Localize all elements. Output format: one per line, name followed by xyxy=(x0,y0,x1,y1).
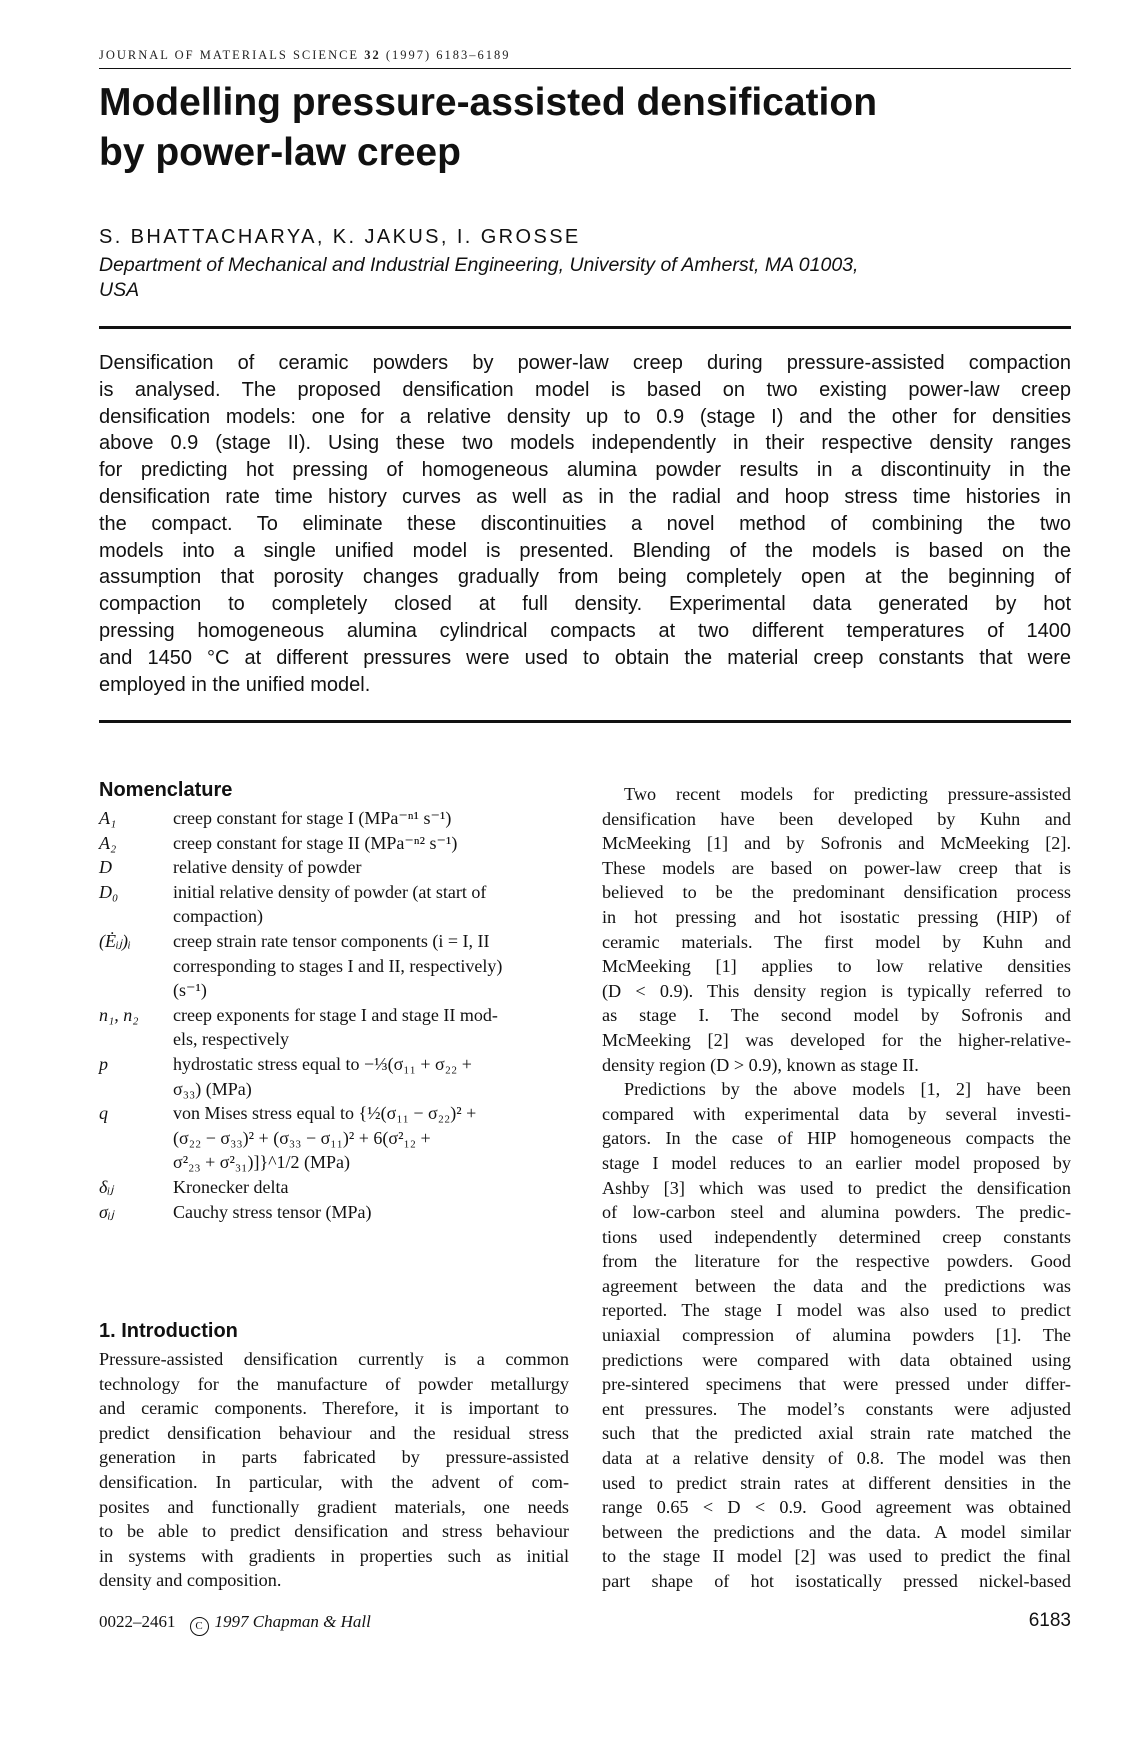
nomenclature-symbol: σᵢⱼ xyxy=(99,1201,114,1222)
article-title xyxy=(99,78,999,178)
nomenclature-definition: hydrostatic stress equal to −⅓(σ₁₁ + σ₂₂ + xyxy=(173,1053,472,1074)
nomenclature-entry xyxy=(99,1003,569,1052)
footer-copyright xyxy=(99,1612,371,1636)
body-line: pre-sintered specimens that were pressed under differ- xyxy=(602,1374,1071,1395)
nomenclature-definition: Kronecker delta xyxy=(173,1176,289,1197)
nomenclature-definition: creep constant for stage I (MPa⁻ⁿ¹ s⁻¹) xyxy=(173,808,452,828)
journal-year-pages: (1997) 6183–6189 xyxy=(385,48,511,62)
author-list: S. BHATTACHARYA, K. JAKUS, I. GROSSE xyxy=(99,226,581,248)
nomenclature-entry xyxy=(99,831,569,856)
nomenclature-definition: creep constant for stage II (MPa⁻ⁿ² s⁻¹) xyxy=(173,832,458,853)
nomenclature-definition: relative density of powder xyxy=(173,857,362,878)
body-line: ent pressures. The model’s constants were adjusted xyxy=(602,1398,1071,1419)
abstract-top-rule xyxy=(99,326,1071,329)
nomenclature-entry xyxy=(99,806,569,831)
body-line: data at a relative density of 0.8. The model was then xyxy=(602,1448,1071,1469)
body-line: believed to be the predominant densification process xyxy=(602,882,1071,903)
body-line: density region (D > 0.9), known as stage II. xyxy=(602,1054,919,1075)
introduction-heading: 1. Introduction xyxy=(99,1320,238,1342)
body-line: generation in parts fabricated by pressure-assisted xyxy=(99,1447,569,1468)
abstract-line: densification rate time history curves as well as in the radial and hoop stress time histories in xyxy=(99,485,1071,508)
page-number: 6183 xyxy=(1028,1610,1071,1631)
abstract-line: Densification of ceramic powders by power-law creep during pressure-assisted compaction xyxy=(99,352,1071,374)
nomenclature-symbol: D xyxy=(99,857,112,878)
nomenclature-heading: Nomenclature xyxy=(99,779,233,801)
body-line: predictions were compared with data obtained using xyxy=(602,1349,1071,1370)
body-line: range 0.65 < D < 0.9. Good agreement was obtained xyxy=(602,1497,1071,1518)
issn: 0022–2461 xyxy=(99,1612,176,1631)
affiliation xyxy=(99,253,1069,303)
nomenclature-entry xyxy=(99,855,569,880)
nomenclature-definition: initial relative density of powder (at start of xyxy=(173,881,487,902)
copyright-icon: C xyxy=(190,1617,209,1636)
nomenclature-symbol: D₀ xyxy=(99,881,119,902)
nomenclature-symbol: δᵢⱼ xyxy=(99,1176,114,1197)
nomenclature-definition: corresponding to stages I and II, respectively) xyxy=(173,955,503,976)
body-line: Ashby [3] which was used to predict the densification xyxy=(602,1177,1071,1198)
body-line: densification have been developed by Kuhn and xyxy=(602,808,1071,829)
nomenclature-symbol: (Ėᵢⱼ)ᵢ xyxy=(99,930,131,951)
body-line: These models are based on power-law creep that is xyxy=(602,857,1071,878)
abstract-line: and 1450 °C at different pressures were used to obtain the material creep constants that were xyxy=(99,646,1071,669)
nomenclature-symbol: A₁ xyxy=(99,808,117,828)
nomenclature-definition: creep strain rate tensor components (i = I, II xyxy=(173,930,490,951)
body-line: density and composition. xyxy=(99,1570,282,1591)
body-line: from the literature for the respective powders. Good xyxy=(602,1251,1071,1272)
nomenclature-definition: creep exponents for stage I and stage II mod- xyxy=(173,1004,498,1025)
body-line: such that the predicted axial strain rate matched the xyxy=(602,1423,1071,1444)
introduction-text xyxy=(99,1347,569,1593)
body-line: of low-carbon steel and alumina powders. The predic- xyxy=(602,1202,1071,1223)
body-line: posites and functionally gradient materials, one needs xyxy=(99,1496,569,1517)
nomenclature-entry xyxy=(99,1101,569,1175)
header-rule xyxy=(99,68,1071,69)
abstract-line: above 0.9 (stage II). Using these two models independently in their respective density ranges xyxy=(99,432,1071,455)
body-line: between the predictions and the data. A model similar xyxy=(602,1521,1071,1542)
abstract xyxy=(99,350,1071,698)
body-line: to be able to predict densification and stress behaviour xyxy=(99,1521,569,1542)
body-line: gators. In the case of HIP homogeneous compacts the xyxy=(602,1128,1071,1149)
body-line: in systems with gradients in properties such as initial xyxy=(99,1545,569,1566)
abstract-line: compaction to completely closed at full density. Experimental data generated by hot xyxy=(99,593,1071,616)
body-line: in hot pressing and hot isostatic pressing (HIP) of xyxy=(602,906,1071,927)
nomenclature-definition: σ₃₃) (MPa) xyxy=(173,1078,252,1099)
abstract-line: assumption that porosity changes gradually from being completely open at the beginning of xyxy=(99,566,1071,589)
body-line: Predictions by the above models [1, 2] have been xyxy=(624,1079,1071,1100)
nomenclature-entry xyxy=(99,1175,569,1200)
nomenclature-definition: els, respectively xyxy=(173,1029,289,1050)
nomenclature-definition: (σ₂₂ − σ₃₃)² + (σ₃₃ − σ₁₁)² + 6(σ²₁₂ + xyxy=(173,1127,431,1148)
body-line: Pressure-assisted densification currently is a common xyxy=(99,1349,569,1369)
nomenclature-definition: Cauchy stress tensor (MPa) xyxy=(173,1201,372,1222)
body-line: Two recent models for predicting pressure-assisted xyxy=(624,784,1071,804)
body-line: densification. In particular, with the advent of com- xyxy=(99,1471,569,1492)
nomenclature-definition: von Mises stress equal to {½(σ₁₁ − σ₂₂)² + xyxy=(173,1103,477,1124)
body-line: reported. The stage I model was also used to predict xyxy=(602,1300,1071,1321)
nomenclature-definition: compaction) xyxy=(173,906,263,927)
nomenclature-symbol: q xyxy=(99,1103,108,1124)
publisher: 1997 Chapman & Hall xyxy=(214,1612,371,1631)
affiliation-line: Department of Mechanical and Industrial Engineering, University of Amherst, MA 01003, xyxy=(99,254,859,276)
body-line: technology for the manufacture of powder metallurgy xyxy=(99,1373,569,1394)
abstract-line: employed in the unified model. xyxy=(99,673,371,696)
body-line: as stage I. The second model by Sofronis and xyxy=(602,1005,1071,1026)
abstract-line: for predicting hot pressing of homogeneous alumina powder results in a discontinuity in the xyxy=(99,459,1071,482)
nomenclature-entry xyxy=(99,929,569,1003)
body-line: used to predict strain rates at different densities in the xyxy=(602,1472,1071,1493)
body-line: to the stage II model [2] was used to predict the final xyxy=(602,1546,1071,1567)
body-line: and ceramic components. Therefore, it is important to xyxy=(99,1398,569,1419)
body-line: agreement between the data and the predictions was xyxy=(602,1275,1071,1296)
body-line: McMeeking [1] applies to low relative densities xyxy=(602,956,1071,977)
body-line: stage I model reduces to an earlier model proposed by xyxy=(602,1152,1071,1173)
title-line: Modelling pressure-assisted densification xyxy=(99,81,878,124)
nomenclature-list xyxy=(99,806,569,1224)
title-line: by power-law creep xyxy=(99,131,461,174)
body-line: McMeeking [1] and by Sofronis and McMeeking [2]. xyxy=(602,833,1071,854)
body-line: predict densification behaviour and the residual stress xyxy=(99,1422,569,1443)
nomenclature-symbol: n₁, n₂ xyxy=(99,1004,139,1025)
nomenclature-entry xyxy=(99,1200,569,1225)
body-line: uniaxial compression of alumina powders [1]. The xyxy=(602,1325,1071,1346)
body-line: tions used independently determined creep constants xyxy=(602,1226,1071,1247)
nomenclature-entry xyxy=(99,1052,569,1101)
abstract-line: densification models: one for a relative density up to 0.9 (stage I) and the other for densities xyxy=(99,405,1071,428)
journal-name: JOURNAL OF MATERIALS SCIENCE xyxy=(99,48,360,62)
abstract-line: pressing homogeneous alumina cylindrical compacts at two different temperatures of 1400 xyxy=(99,619,1071,642)
nomenclature-definition: (s⁻¹) xyxy=(173,980,207,1001)
journal-volume: 32 xyxy=(364,48,381,62)
body-line: McMeeking [2] was developed for the higher-relative- xyxy=(602,1029,1071,1050)
body-line: (D < 0.9). This density region is typically referred to xyxy=(602,980,1071,1001)
nomenclature-definition: σ²₂₃ + σ²₃₁)]}^1/2 (MPa) xyxy=(173,1152,351,1173)
abstract-line: the compact. To eliminate these discontinuities a novel method of combining the two xyxy=(99,512,1071,535)
nomenclature-entry xyxy=(99,880,569,929)
abstract-bottom-rule xyxy=(99,720,1071,723)
nomenclature-symbol: A₂ xyxy=(99,832,117,853)
body-line: ceramic materials. The first model by Kuhn and xyxy=(602,931,1071,952)
affiliation-line: USA xyxy=(99,279,140,301)
nomenclature-symbol: p xyxy=(99,1053,108,1074)
right-column-text xyxy=(602,782,1071,1594)
body-line: part shape of hot isostatically pressed nickel-based xyxy=(602,1571,1071,1591)
abstract-line: is analysed. The proposed densification model is based on two existing power-law creep xyxy=(99,378,1071,401)
running-head xyxy=(99,48,1071,63)
body-line: compared with experimental data by several investi- xyxy=(602,1103,1071,1124)
abstract-line: models into a single unified model is presented. Blending of the models is based on the xyxy=(99,539,1071,562)
